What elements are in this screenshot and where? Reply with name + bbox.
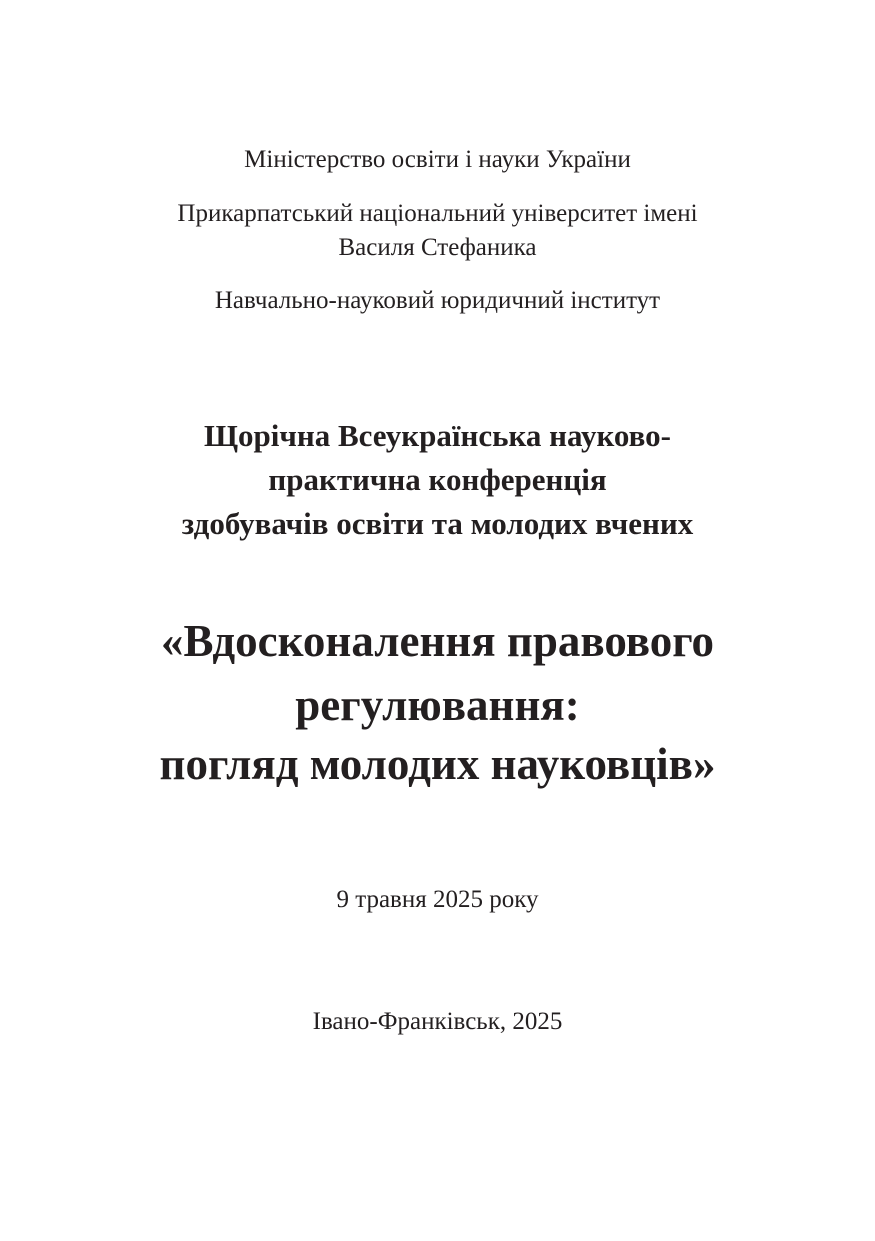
conference-title-line-1: «Вдосконалення правового (160, 616, 715, 666)
conference-title-line-2: регулювання: (295, 680, 580, 730)
conference-date: 9 травня 2025 року (336, 886, 539, 913)
conference-type-line-3: здобувачів освіти та молодих вчених (181, 506, 694, 541)
conference-title-line-3: погляд молодих науковців» (159, 739, 716, 789)
university-name-line-1: Прикарпатський національний університет імені (177, 200, 698, 227)
ministry-name: Міністерство освіти і науки України (244, 146, 631, 173)
publication-place-year: Івано-Франківськ, 2025 (312, 1008, 563, 1035)
university-name-line-2: Василя Стефаника (338, 234, 537, 261)
conference-type-line-2: практична конференція (268, 462, 607, 497)
institute-name: Навчально-науковий юридичний інститут (214, 287, 661, 314)
conference-type-line-1: Щорічна Всеукраїнська науково- (204, 418, 671, 453)
